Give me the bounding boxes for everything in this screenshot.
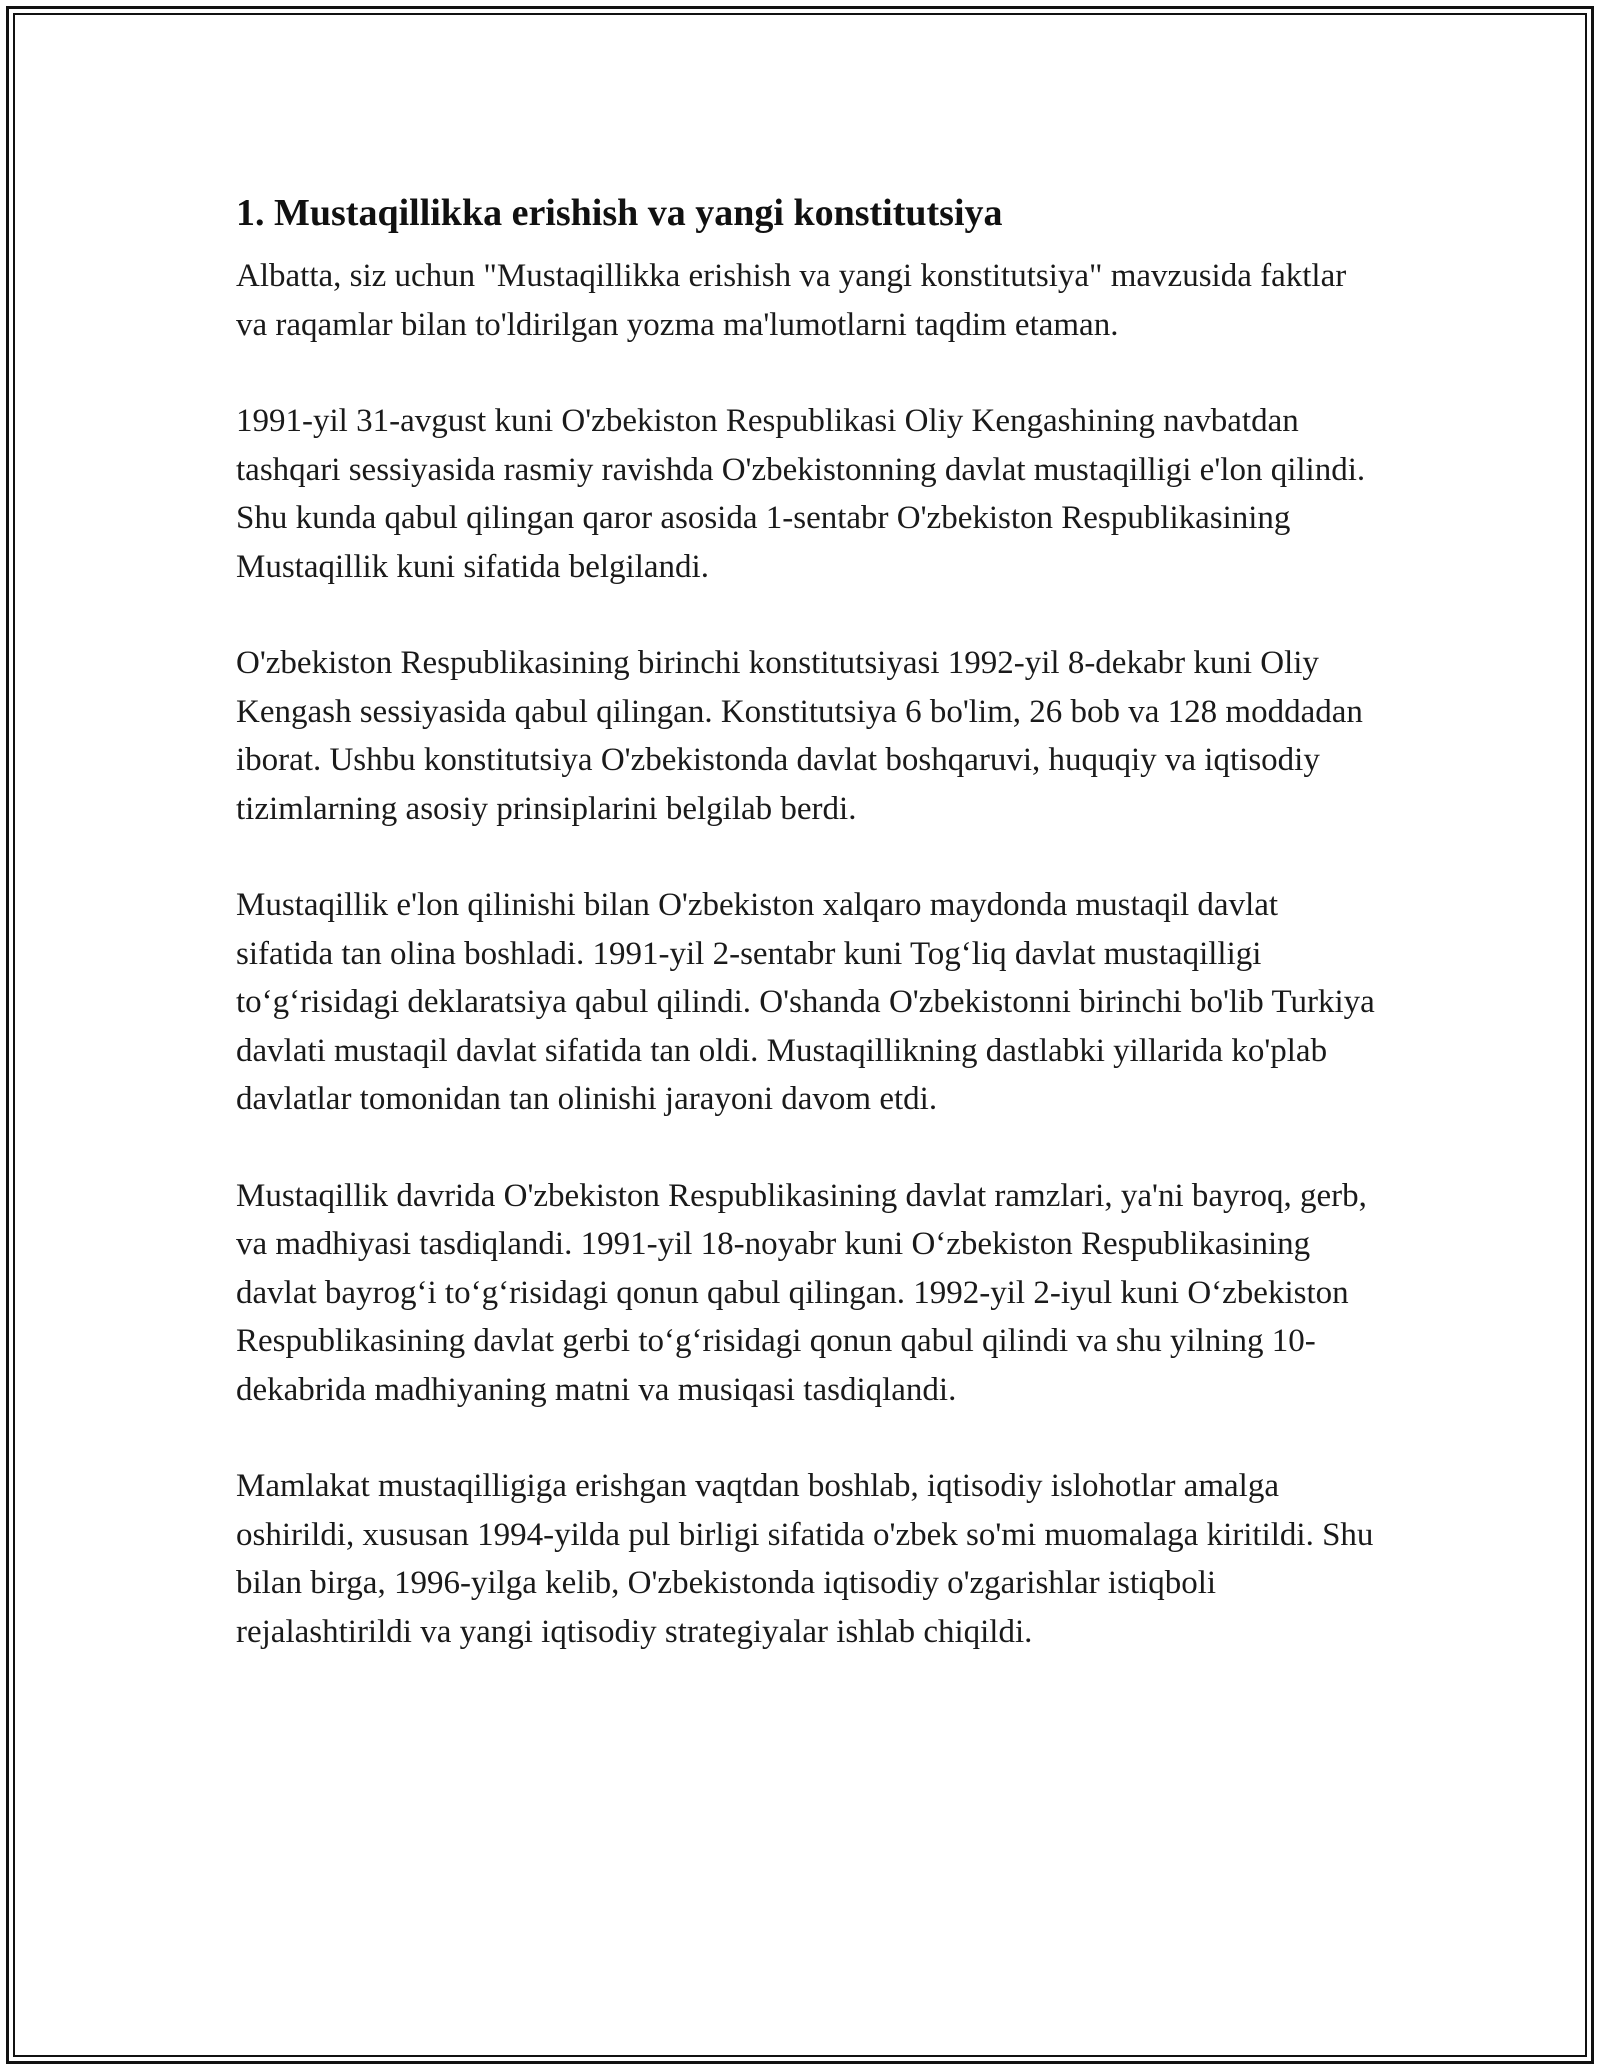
paragraph-international-recognition: Mustaqillik e'lon qilinishi bilan O'zbekiston xalqaro maydonda mustaqil davlat sifatida tan olina boshladi. 1991-yil 2-sentabr kuni Tog‘liq davlat mustaqilligi to‘g‘risidagi deklaratsiya qabul qilindi. O'shanda O'zbekistonni birinchi bo'lib Turkiya davlati mustaqil davlat sifatida tan oldi. Mustaqillikning dastlabki yillarida ko'plab davlatlar tomonidan tan olinishi jarayoni davom etdi. [236, 887, 1375, 1117]
paragraph-economic-reforms: Mamlakat mustaqilligiga erishgan vaqtdan boshlab, iqtisodiy islohotlar amalga oshirildi, xususan 1994-yilda pul birligi sifatida o'zbek so'mi muomalaga kiritildi. Shu bilan birga, 1996-yilga kelib, O'zbekistonda iqtisodiy o'zgarishlar istiqboli rejalashtirildi va yangi iqtisodiy strategiyalar ishlab chiqildi. [236, 1468, 1374, 1650]
document-body [236, 188, 1376, 1704]
paragraph-intro: Albatta, siz uchun "Mustaqillikka erishish va yangi konstitutsiya" mavzusida faktlar va raqamlar bilan to'ldirilgan yozma ma'lumotlarni taqdim etaman. [236, 258, 1347, 343]
document-title: 1. Mustaqillikka erishish va yangi konstitutsiya [236, 192, 1003, 234]
paragraph-state-symbols: Mustaqillik davrida O'zbekiston Respublikasining davlat ramzlari, ya'ni bayroq, gerb, va madhiyasi tasdiqlandi. 1991-yil 18-noyabr kuni O‘zbekiston Respublikasining davlat bayrog‘i to‘g‘risidagi qonun qabul qilingan. 1992-yil 2-iyul kuni O‘zbekiston Respublikasining davlat gerbi to‘g‘risidagi qonun qabul qilindi va shu yilning 10-dekabrida madhiyaning matni va musiqasi tasdiqlandi. [236, 1177, 1367, 1408]
paragraph-constitution: O'zbekiston Respublikasining birinchi konstitutsiyasi 1992-yil 8-dekabr kuni Oliy Kengash sessiyasida qabul qilingan. Konstitutsiya 6 bo'lim, 26 bob va 128 moddadan iborat. Ushbu konstitutsiya O'zbekistonda davlat boshqaruvi, huquqiy va iqtisodiy tizimlarning asosiy prinsiplarini belgilab berdi. [236, 645, 1363, 827]
paragraph-independence-declaration: 1991-yil 31-avgust kuni O'zbekiston Respublikasi Oliy Kengashining navbatdan tashqari sessiyasida rasmiy ravishda O'zbekistonning davlat mustaqilligi e'lon qilindi. Shu kunda qabul qilingan qaror asosida 1-sentabr O'zbekiston Respublikasining Mustaqillik kuni sifatida belgilandi. [236, 403, 1366, 585]
